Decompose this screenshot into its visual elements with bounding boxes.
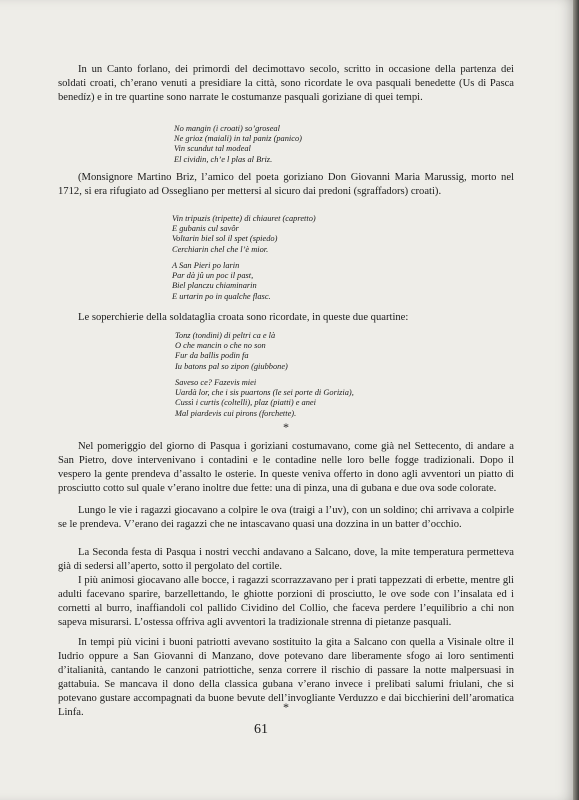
- paragraph-pomeriggio-pasqua: Nel pomeriggio del giorno di Pasqua i goriziani costumavano, come già nel Settecento, di andare a San Pietro, dove intervenivano i contadini e le contadine nelle loro belle fogge tradizionali. Dopo il vespero la gente prendeva d’assalto le osterie. In queste veniva offerto in dono agli avventori un piatto di prosciutto cotto sul quale v’erano inoltre due fette: una di pinza, una di gubana e due ova sode colorate.: [58, 441, 514, 494]
- page-edge-shadow: [573, 0, 579, 800]
- verse-line: O che mancin o che no son: [175, 341, 266, 351]
- verse-line: Ne grioz (maiali) in tal paniz (panico): [174, 134, 302, 144]
- verse-line: El cividin, ch’e l plas al Briz.: [174, 154, 273, 164]
- verse-line: Par dà jû un poc il past,: [172, 271, 254, 281]
- verse-quatrain-4: [175, 331, 288, 372]
- paragraph-ragazzi-ova: Lungo le vie i ragazzi giocavano a colpire le ova (traigi a l’uv), con un soldino; chi arrivava a colpirle se le prendeva. V’erano dei ragazzi che ne intascavano quasi una dozzina in un batter d’occhio.: [58, 505, 514, 530]
- verse-line: Vin scundut tal modeal: [174, 144, 251, 154]
- page-number: 61: [254, 722, 268, 737]
- paragraph-monsignore-briz: (Monsignore Martino Briz, l’amico del poeta goriziano Don Giovanni Maria Marussig, morto nel 1712, si era rifugiato ad Ossegliano per mettersi al sicuro dai predoni (sgraffadors) croati).: [58, 172, 514, 197]
- paragraph-bocce: I più animosi giocavano alle bocce, i ragazzi scorrazzavano per i prati tappezzati di erbette, mentre gli adulti facevano sparire, barzellettando, le ghiotte porzioni di prosciutto, le ove sode con l’insalata ed i cornetti al burro, inaffiandoli col pallido Cividino del Collio, che faceva perdere l’equilibrio a chi non sapeva misurarsi. L’ostessa offriva agli avventori la tradizionale strenna di pietanze pasquali.: [58, 575, 514, 628]
- verse-line: Vin tripuzis (tripette) di chiauret (capretto): [172, 214, 316, 223]
- verse-quatrain-5: [175, 378, 354, 419]
- verse-line: Saveso ce? Fazevis miei: [175, 378, 257, 387]
- verse-line: Iu batons pal so zipon (giubbone): [175, 361, 288, 371]
- verse-line: A San Pieri po larin: [172, 261, 240, 270]
- paragraph-canto-forlano: In un Canto forlano, dei primordi del decimottavo secolo, scritto in occasione della partenza dei soldati croati, ch’erano venuti a presidiare la città, sono ricordate le ova pasquali benedette (Us di Pasca benedíz) e in tre quartine sono narrate le costumanze pasquali goriziane di quei tempi.: [58, 64, 514, 103]
- verse-line: Biel planczu chiaminarin: [172, 281, 257, 291]
- paragraph-soperchierie: Le soperchierie della soldataglia croata sono ricordate, in queste due quartine:: [78, 312, 409, 323]
- section-separator-star: *: [283, 420, 289, 434]
- verse-line: E urtarin po in qualche flasc.: [172, 291, 271, 301]
- verse-line: Mal piardevis cui pirons (forchette).: [175, 408, 297, 418]
- verse-line: Tonz (tondini) di peltri ca e là: [175, 331, 276, 340]
- verse-quatrain-1: [174, 124, 302, 165]
- verse-line: Cussì i curtis (coltelli), plaz (piatti) e anei: [175, 398, 316, 408]
- verse-line: Fur da ballis podin fa: [175, 351, 249, 361]
- verse-line: Uardà lor, che i sis puartons (le sei porte di Gorizia),: [175, 388, 354, 398]
- verse-line: No mangin (i croati) so’groseal: [174, 124, 280, 133]
- verse-line: Voltarin biel sol il spet (spiedo): [172, 234, 278, 244]
- verse-quatrain-3: [172, 261, 271, 302]
- paragraph-patriotti: In tempi più vicini i buoni patriotti avevano sostituito la gita a Salcano con quella a Visinale oltre il Iudrio oppure a San Giovanni di Manzano, dove potevano dare liberamente sfogo ai loro sentimenti d’italianità, cantando le canzoni patriottiche, senza correre il rischio di passare la notte malpersuasi in gattabuia. Se mancava il dono della classica gubana v’erano invece i prelibati salumi friulani, che si potevano gustare accompagnati da buone bevute dell’invogliante Verduzzo e dai bicchierini dell’aromatica Linfa.: [58, 637, 514, 718]
- verse-line: E gubanis cul savôr: [172, 224, 239, 234]
- verse-line: Cerchiarin chel che l’è mior.: [172, 244, 269, 254]
- verse-quatrain-2: [172, 214, 316, 255]
- section-separator-star: *: [283, 700, 289, 714]
- paragraph-seconda-festa: La Seconda festa di Pasqua i nostri vecchi andavano a Salcano, dove, la mite temperatura permetteva già di sedersi all’aperto, sotto il pergolato del cortile.: [58, 547, 514, 572]
